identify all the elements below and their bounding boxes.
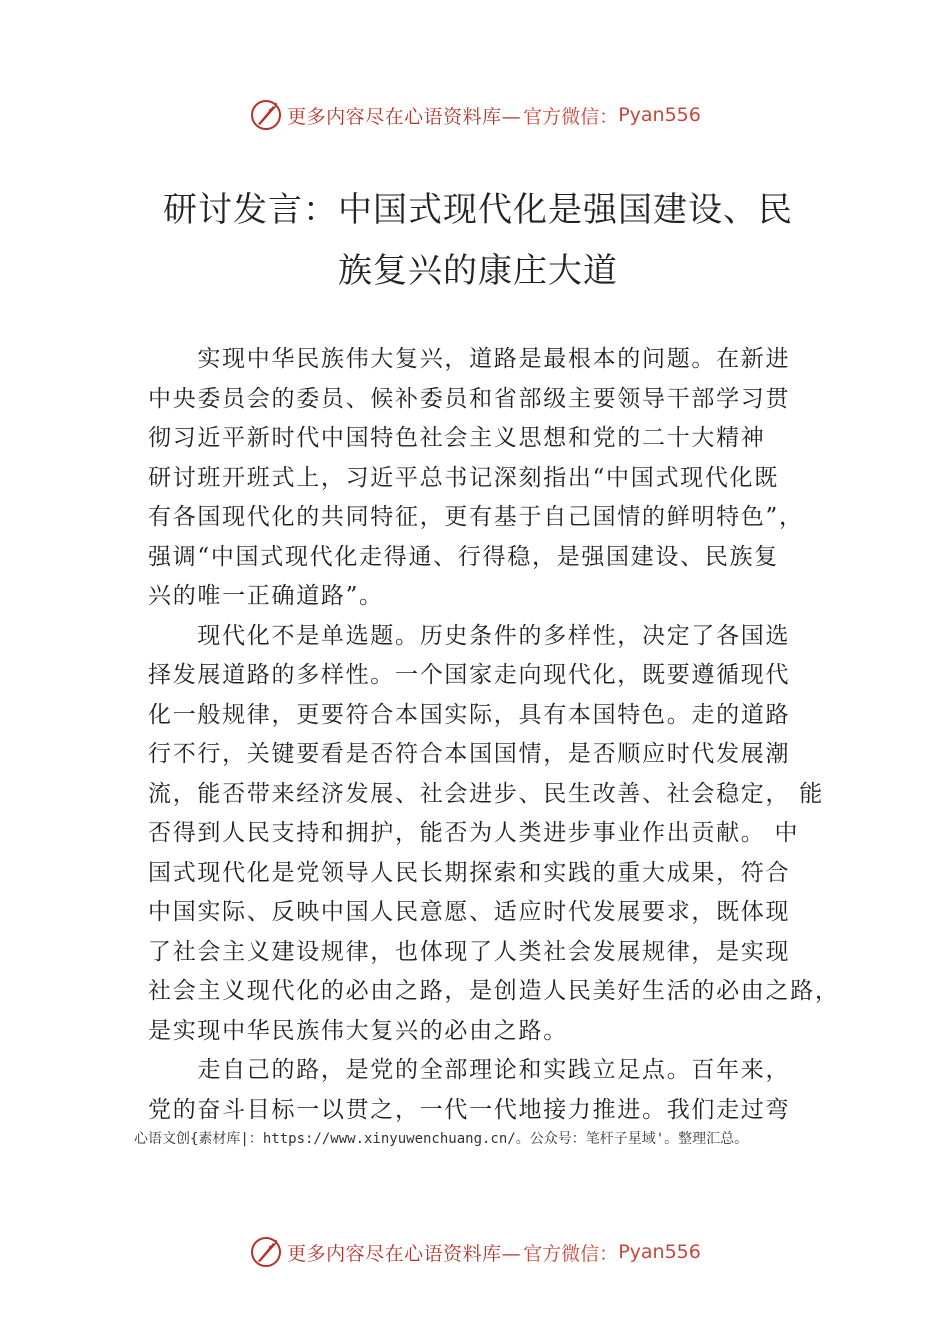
body-line: 强调“中国式现代化走得通、行得稳，是强国建设、民族复 — [148, 543, 779, 570]
body-line: 实现中华民族伟大复兴，道路是最根本的问题。在新进 — [148, 346, 791, 372]
document-title — [148, 180, 808, 302]
quill-logo-icon — [249, 1235, 283, 1269]
body-line: 中国实际、反映中国人民意愿、适应时代发展要求，既体现 — [148, 899, 791, 925]
body-line: 走自己的路，是党的全部理论和实践立足点。百年来， — [148, 1057, 791, 1083]
source-note: 心语文创{素材库|：https://www.xinyuwenchuang.cn/。公众号：笔杆子星域'。整理汇总。 — [134, 1131, 749, 1147]
banner-text: 更多内容尽在心语资料库— — [287, 1242, 522, 1265]
body-line: 有各国现代化的共同特征，更有基于自己国情的鲜明特色”， — [148, 504, 804, 530]
body-line: 党的奋斗目标一以贯之，一代一代地接力推进。我们走过弯 — [148, 1096, 791, 1123]
body-line: 是实现中华民族伟大复兴的必由之路。 — [148, 1017, 568, 1044]
banner-wechat-id: Pyan556 — [618, 104, 701, 126]
body-line: 行不行，关键要看是否符合本国国情，是否顺应时代发展潮 — [148, 741, 791, 767]
banner-label: 官方微信： — [523, 105, 619, 128]
banner-label: 官方微信： — [523, 1242, 619, 1265]
body-line: 彻习近平新时代中国特色社会主义思想和党的二十大精神 — [148, 425, 766, 451]
footer-banner — [0, 1232, 950, 1272]
body-line: 否得到人民支持和拥护，能否为人类进步事业作出贡献。 中 — [148, 820, 800, 846]
body-line: 流，能否带来经济发展、社会进步、民生改善、社会稳定， 能 — [148, 780, 824, 807]
body-line: 兴的唯一正确道路”。 — [148, 583, 384, 609]
body-line: 了社会主义建设规律，也体现了人类社会发展规律，是实现 — [148, 938, 791, 965]
banner-text: 更多内容尽在心语资料库— — [287, 105, 522, 128]
quill-logo-icon — [249, 98, 283, 132]
body-line: 现代化不是单选题。历史条件的多样性，决定了各国选 — [148, 622, 791, 649]
title-line-1: 研讨发言：中国式现代化是强国建设、民 — [163, 190, 793, 230]
body-line: 研讨班开班式上，习近平总书记深刻指出“中国式现代化既 — [148, 464, 779, 491]
body-line: 化一般规律，更要符合本国实际，具有本国特色。走的道路 — [148, 701, 791, 728]
title-line-2: 族复兴的康庄大道 — [338, 251, 618, 291]
body-line: 国式现代化是党领导人民长期探索和实践的重大成果，符合 — [148, 859, 791, 886]
banner-wechat-id: Pyan556 — [618, 1241, 701, 1263]
document-body — [148, 340, 838, 1130]
body-line: 中央委员会的委员、候补委员和省部级主要领导干部学习贯 — [148, 385, 791, 412]
body-line: 社会主义现代化的必由之路，是创造人民美好生活的必由之路， — [148, 978, 840, 1004]
header-banner — [0, 95, 950, 135]
body-line: 择发展道路的多样性。一个国家走向现代化，既要遵循现代 — [148, 662, 791, 688]
